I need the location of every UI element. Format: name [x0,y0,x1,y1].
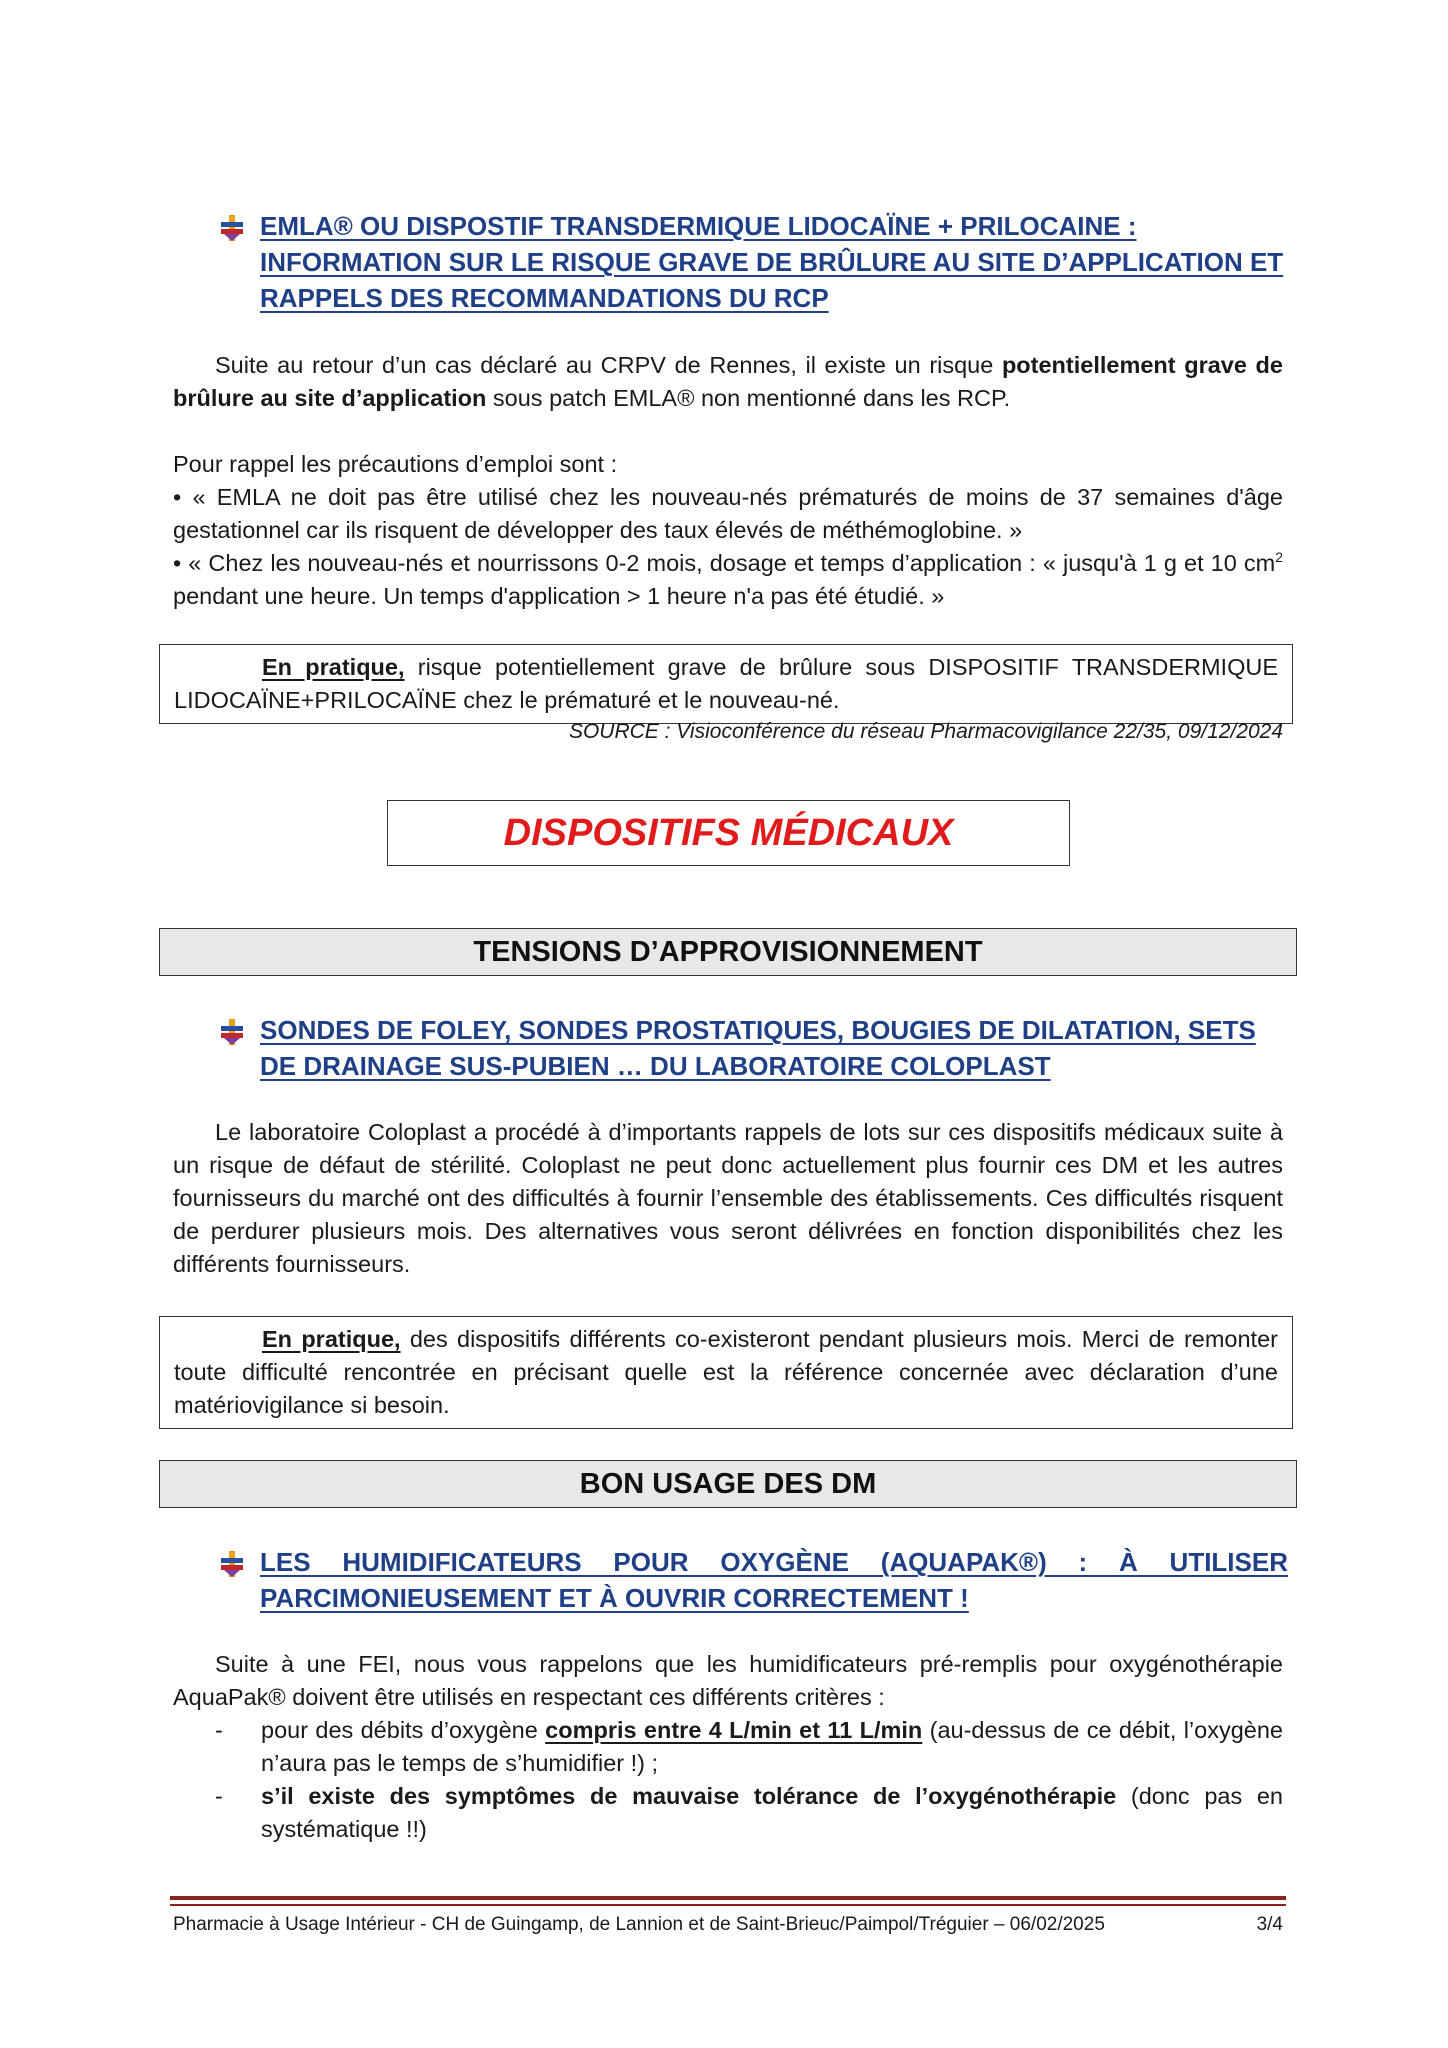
bold-text: potentiellement grave de brûlure au site d’application [173,352,1283,411]
practice-label: En pratique, [262,1326,401,1352]
section-heading-emla [218,208,1288,316]
list-item [173,1780,1283,1846]
paragraph-coloplast [173,1116,1283,1281]
page-number: 3/4 [1256,1914,1283,1935]
practice-text: des dispositifs différents co-existeront pendant plusieurs mois. Merci de remonter toute difficulté rencontrée en précisant quelle est la référence concernée avec déclaration d’une matériovigilance si besoin. [174,1326,1278,1418]
text-run: Suite à une FEI, nous vous rappelons que les humidificateurs pré-remplis pour oxygénothérapie AquaPak® doivent être utilisés en respectant ces différents critères : [173,1651,1283,1710]
precaution-bullet-2 [173,547,1283,613]
list-item-text [261,1714,1283,1780]
band-tensions: TENSIONS D’APPROVISIONNEMENT [159,928,1297,976]
practice-box-coloplast [159,1316,1293,1429]
text-run: Suite au retour d’un cas déclaré au CRPV de Rennes, il existe un risque [215,352,1002,378]
superscript: 2 [1275,549,1283,566]
paragraph-aquapak [173,1648,1283,1714]
text-run: (donc pas en systématique !!) [261,1783,1284,1842]
paragraph-precautions [173,448,1283,613]
text-run: pendant une heure. Un temps d'application > 1 heure n'a pas été étudié. » [173,583,945,609]
text-run: Le laboratoire Coloplast a procédé à d’importants rappels de lots sur ces dispositifs médicaux suite à un risque de défaut de stérilité. Coloplast ne peut donc actuellement plus fournir ces DM et les autres fournisseurs du marché ont des difficultés à fournir l’ensemble des établissements. Ces difficultés risquent de perdurer plusieurs mois. Des alternatives vous seront délivrées en fonction disponibilités chez les différents fournisseurs. [173,1119,1283,1277]
page-footer [173,1912,1283,1938]
text-run: (au-dessus de ce débit, l’oxygène n’aura pas le temps de s’humidifier !) ; [261,1717,1284,1776]
source-citation: SOURCE : Visioconférence du réseau Pharmacovigilance 22/35, 09/12/2024 [568,720,1283,743]
section-title: EMLA® OU DISPOSTIF TRANSDERMIQUE LIDOCAÏNE + PRILOCAINE : INFORMATION SUR LE RISQUE GRAVE DE BRÛLURE AU SITE D’APPLICATION ET RAPPELS DES RECOMMANDATIONS DU RCP [260,211,1284,313]
bold-text: s’il existe des symptômes de mauvaise tolérance de l’oxygénothérapie [261,1783,1117,1809]
list-dash: - [215,1783,223,1809]
bold-text: compris entre 4 L/min et 11 L/min [545,1717,923,1743]
text-run: pour des débits d’oxygène [261,1717,546,1743]
text-run: • « Chez les nouveau-nés et nourrissons 0-2 mois, dosage et temps d’application : « jusqu'à 1 g et 10 cm [173,550,1276,576]
section-title-line-2: PARCIMONIEUSEMENT ET À OUVRIR CORRECTEMENT ! [260,1583,969,1613]
band-bon-usage: BON USAGE DES DM [159,1460,1297,1508]
text-run: sous patch EMLA® non mentionné dans les RCP. [486,385,1011,411]
bullet-arrow-icon [218,1018,246,1046]
list-dash: - [215,1717,223,1743]
dispositifs-medicaux-title: DISPOSITIFS MÉDICAUX [503,811,954,854]
dispositifs-medicaux-title-box [387,800,1070,866]
section-title: SONDES DE FOLEY, SONDES PROSTATIQUES, BOUGIES DE DILATATION, SETS DE DRAINAGE SUS-PUBIEN … DU LABORATOIRE COLOPLAST [260,1015,1256,1081]
practice-box-emla [159,644,1293,724]
footer-divider [170,1896,1286,1900]
section-heading-humidificateurs [218,1544,1288,1616]
list-item-text [261,1780,1283,1846]
list-item [173,1714,1283,1780]
precaution-bullet-1: • « EMLA ne doit pas être utilisé chez les nouveau-nés prématurés de moins de 37 semaines d'âge gestationnel car ils risquent de développer des taux élevés de méthémoglobine. » [173,484,1283,543]
section-heading-coloplast [218,1012,1288,1084]
section-title-block [260,1544,1288,1616]
section-title-line-1: LES HUMIDIFICATEURS POUR OXYGÈNE (AQUAPAK®) : À UTILISER [260,1547,1288,1577]
criteria-list [173,1714,1283,1846]
bullet-arrow-icon [218,214,246,242]
footer-text: Pharmacie à Usage Intérieur - CH de Guingamp, de Lannion et de Saint-Brieuc/Paimpol/Tréguier – 06/02/2025 [173,1914,1105,1935]
practice-text: risque potentiellement grave de brûlure sous DISPOSITIF TRANSDERMIQUE LIDOCAÏNE+PRILOCAÏNE chez le prématuré et le nouveau-né. [174,654,1278,713]
precautions-intro: Pour rappel les précautions d’emploi sont : [173,451,618,477]
paragraph-emla-case [173,349,1283,415]
bullet-arrow-icon [218,1550,246,1578]
footer-divider-thin [170,1904,1286,1906]
practice-label: En pratique, [262,654,405,680]
